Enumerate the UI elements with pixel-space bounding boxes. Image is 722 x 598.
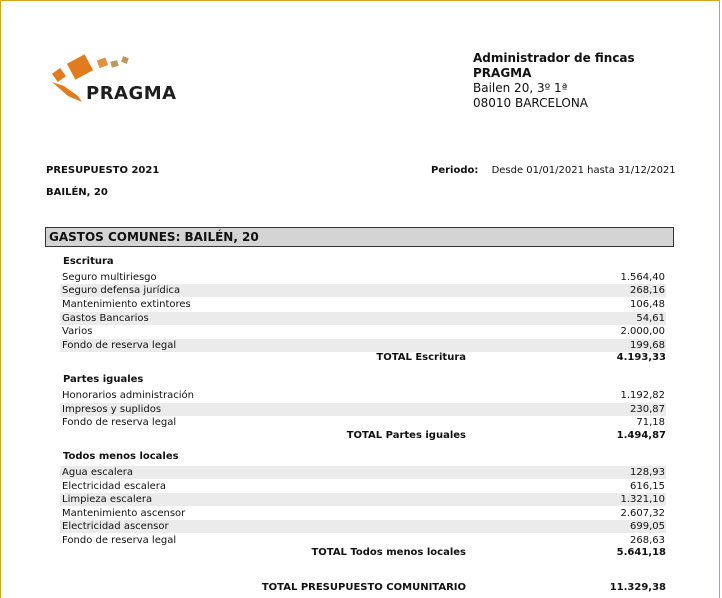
table-row <box>60 325 666 338</box>
row-value: 616,15 <box>630 481 665 492</box>
address-block <box>473 51 635 111</box>
row-label: Fondo de reserva legal <box>62 417 177 428</box>
row-label: Mantenimiento extintores <box>62 299 191 310</box>
table-row <box>60 466 666 479</box>
row-label: Seguro multiriesgo <box>62 272 157 283</box>
row-label: Mantenimiento ascensor <box>62 508 186 519</box>
table-row <box>60 480 666 493</box>
row-label: Electricidad escalera <box>62 481 166 492</box>
row-value: 699,05 <box>630 521 665 532</box>
row-label: Limpieza escalera <box>62 494 153 505</box>
address-city: 08010 BARCELONA <box>473 96 589 110</box>
table-row <box>60 520 666 533</box>
group-title: Escritura <box>63 256 114 267</box>
row-label: Agua escalera <box>62 467 133 478</box>
period-value: Desde 01/01/2021 hasta 31/12/2021 <box>491 165 676 176</box>
table-row <box>60 389 666 402</box>
row-value: 54,61 <box>636 313 665 324</box>
group-total-value: 1.494,87 <box>616 430 666 441</box>
group-total-label: TOTAL Partes iguales <box>346 430 466 441</box>
row-value: 106,48 <box>630 299 665 310</box>
table-row <box>60 271 666 284</box>
row-value: 2.000,00 <box>620 326 665 337</box>
period <box>431 165 676 176</box>
grand-total-value: 11.329,38 <box>609 582 666 593</box>
row-value: 71,18 <box>636 417 665 428</box>
row-value: 268,16 <box>630 285 665 296</box>
table-row <box>60 534 666 547</box>
row-label: Fondo de reserva legal <box>62 535 177 546</box>
row-label: Gastos Bancarios <box>62 313 149 324</box>
address-street: Bailen 20, 3º 1ª <box>473 81 568 95</box>
row-value: 1.321,10 <box>620 494 665 505</box>
row-label: Impresos y suplidos <box>62 404 162 415</box>
row-value: 199,68 <box>630 340 665 351</box>
row-label: Varios <box>62 326 93 337</box>
group-title: Partes iguales <box>63 374 144 385</box>
table-row <box>60 312 666 325</box>
period-label: Periodo: <box>431 165 479 176</box>
group-total-value: 4.193,33 <box>616 352 666 363</box>
brand-name: PRAGMA <box>86 83 177 104</box>
row-label: Honorarios administración <box>62 390 194 401</box>
table-row <box>60 416 666 429</box>
row-value: 2.607,32 <box>620 508 665 519</box>
section-header: GASTOS COMUNES: BAILÉN, 20 <box>45 227 674 247</box>
table-row <box>60 403 666 416</box>
row-label: Seguro defensa jurídica <box>62 285 181 296</box>
table-row <box>60 339 666 352</box>
budget-title: PRESUPUESTO 2021 <box>46 165 160 176</box>
group-title: Todos menos locales <box>63 451 179 462</box>
row-value: 268,63 <box>630 535 665 546</box>
row-label: Electricidad ascensor <box>62 521 169 532</box>
table-row <box>60 507 666 520</box>
group-total-label: TOTAL Todos menos locales <box>311 547 466 558</box>
table-row <box>60 298 666 311</box>
table-row <box>60 284 666 297</box>
group-total-value: 5.641,18 <box>616 547 666 558</box>
row-value: 128,93 <box>630 467 665 478</box>
address-role: Administrador de fincas <box>473 51 635 65</box>
address-company: PRAGMA <box>473 66 532 80</box>
row-value: 1.564,40 <box>620 272 665 283</box>
row-label: Fondo de reserva legal <box>62 340 177 351</box>
building-name: BAILÉN, 20 <box>46 187 108 198</box>
row-value: 230,87 <box>630 404 665 415</box>
grand-total-label: TOTAL PRESUPUESTO COMUNITARIO <box>261 582 466 593</box>
row-value: 1.192,82 <box>620 390 665 401</box>
table-row <box>60 493 666 506</box>
group-total-label: TOTAL Escritura <box>376 352 466 363</box>
